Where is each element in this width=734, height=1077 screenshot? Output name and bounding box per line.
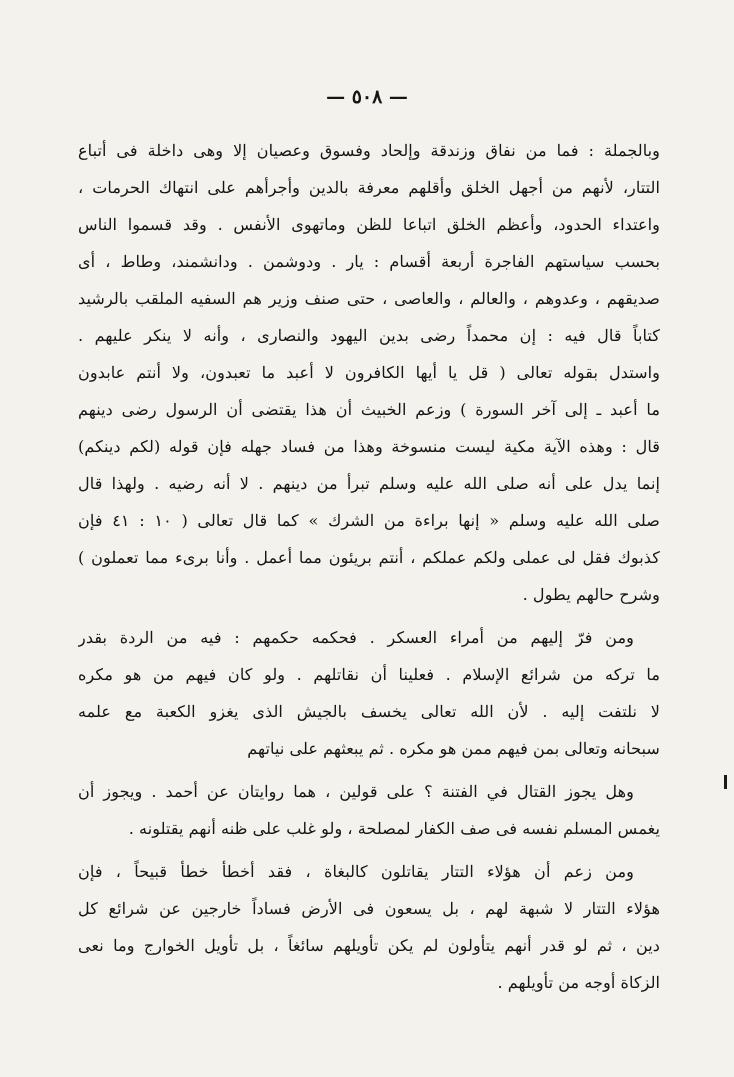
text-line: ما تركه من شرائع الإسلام . فعلينا أن نقاتلهم . ولو كان فيهم من هو مكره: [78, 665, 660, 684]
text-line: ومن فرّ إليهم من أمراء العسكر . فحكمه حكمهم : فيه من الردة بقدر: [78, 628, 634, 647]
text-line: هؤلاء التتار لا شبهة لهم ، بل يسعون فى الأرض فساداً خارجين عن شرائع كل: [78, 899, 660, 918]
text-line: بحسب سياستهم الفاجرة أربعة أقسام : يار . ودوشمن . ودانشمند، وطاط ، أى: [78, 252, 660, 271]
text-line: يغمس المسلم نفسه فى صف الكفار لمصلحة ، ولو غلب على ظنه أنهم يقتلونه .: [128, 819, 660, 838]
text-line: لا نلتفت إليه . لأن الله تعالى يخسف بالجيش الذى يغزو الكعبة مع علمه: [78, 702, 660, 721]
text-line: صديقهم ، وعدوهم ، والعالم ، والعاصى ، حتى صنف وزير هم السفيه الملقب بالرشيد: [78, 289, 660, 308]
text-line: وهل يجوز القتال في الفتنة ؟ على قولين ، هما روايتان عن أحمد . ويجوز أن: [78, 782, 634, 801]
text-line: دين ، ثم لو قدر أنهم يتأولون لم يكن تأويلهم سائغاً ، بل تأويل الخوارج وما نعى: [78, 936, 660, 955]
text-line: كذبوك فقل لى عملى ولكم عملكم ، أنتم بريئون مما أعمل . وأنا برىء مما تعملون ): [78, 548, 660, 567]
text-line: ما أعبد ـ إلى آخر السورة ) وزعم الخبيث أن هذا يقتضى أن الرسول رضى دينهم: [78, 400, 660, 419]
text-line: وبالجملة : فما من نفاق وزندقة وإلحاد وفسوق وعصيان إلا وهى داخلة فى أتباع: [78, 141, 660, 160]
text-line: سبحانه وتعالى بمن فيهم ممن هو مكره . ثم يبعثهم على نياتهم: [247, 739, 660, 758]
text-line: التتار، لأنهم من أجهل الخلق وأقلهم معرفة بالدين وأجرأهم على انتهاك الحرمات ،: [78, 178, 660, 197]
text-line: إنما يدل على أنه صلى الله عليه وسلم تبرأ من دينهم . لا أنه رضيه . ولهذا قال: [78, 474, 660, 493]
page-edge-mark: [724, 775, 727, 789]
text-line: صلى الله عليه وسلم « إنها براءة من الشرك » كما قال تعالى ( ١٠ : ٤١ فإن: [78, 511, 660, 530]
page-number: — ٥٠٨ —: [326, 86, 408, 108]
text-line: ومن زعم أن هؤلاء التتار يقاتلون كالبغاة ، فقد أخطأ خطأ قبيحاً ، فإن: [78, 862, 634, 881]
page-body: [78, 132, 660, 1001]
text-line: واعتداء الحدود، وأعظم الخلق اتباعا للظن وماتهوى الأنفس . وقد قسموا الناس: [78, 215, 660, 234]
text-line: قال : وهذه الآية مكية ليست منسوخة وهذا من فساد جهله فإن قوله (لكم دينكم): [78, 437, 660, 456]
text-line: واستدل بقوله تعالى ( قل يا أيها الكافرون لا أعبد ما تعبدون، ولا أنتم عابدون: [78, 363, 660, 382]
text-line: وشرح حالهم يطول .: [522, 585, 660, 604]
text-line: الزكاة أوجه من تأويلهم .: [497, 973, 660, 992]
text-line: كتاباً قال فيه : إن محمداً رضى بدين اليهود والنصارى ، وأنه لا ينكر عليهم .: [78, 326, 660, 345]
